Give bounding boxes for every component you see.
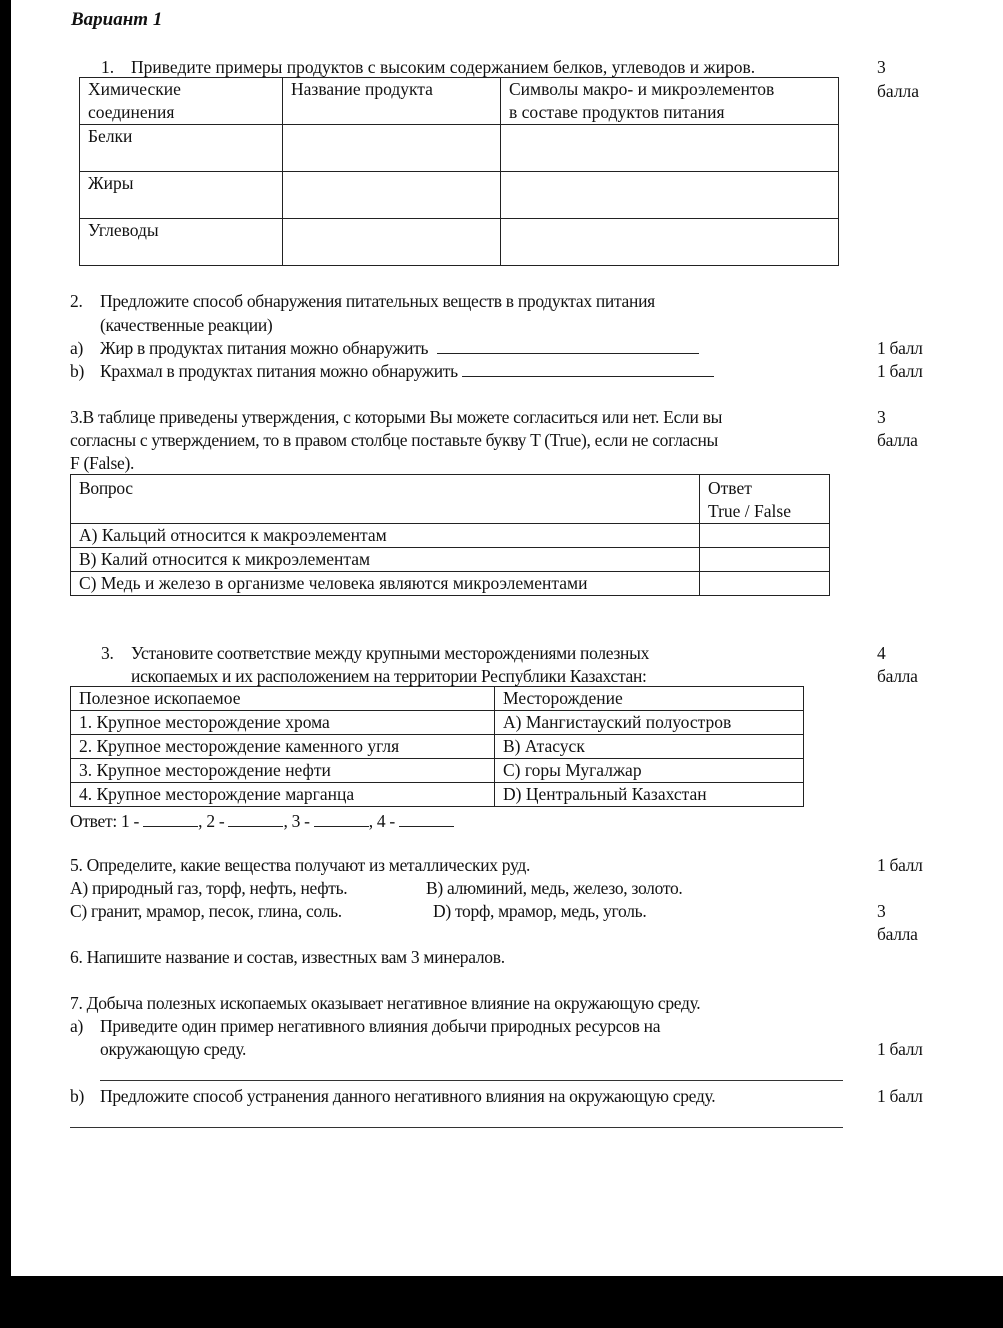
header-text: Символы макро- и микроэлементов (509, 79, 775, 99)
q3-points-num: 3 (877, 407, 886, 427)
q5-option-c[interactable]: C) гранит, мрамор, песок, глина, соль. (70, 901, 342, 921)
q1-number: 1. (101, 57, 115, 77)
header-question: Вопрос (71, 475, 700, 524)
q2a-answer-blank[interactable] (437, 338, 699, 354)
slot-label: 3 - (291, 811, 310, 831)
answer-input-cell[interactable] (700, 524, 830, 548)
mineral-cell: 4. Крупное месторождение марганца (71, 783, 495, 807)
q7b-points: 1 балл (877, 1086, 923, 1106)
slot-4-blank[interactable] (399, 811, 454, 827)
mineral-cell: 2. Крупное месторождение каменного угля (71, 735, 495, 759)
q2b-points: 1 балл (877, 361, 923, 381)
q1-points-word: балла (877, 81, 920, 101)
table-row (80, 219, 839, 266)
q3-true-false-table (70, 474, 830, 596)
header-text: соединения (88, 102, 175, 122)
q7a-marker: a) (70, 1016, 83, 1036)
q4-number: 3. (101, 643, 114, 663)
answer-label: Ответ: (70, 811, 117, 831)
q6-text: 6. Напишите название и состав, известных вам 3 минералов. (70, 947, 505, 967)
q2-text-line1: Предложите способ обнаружения питательных веществ в продуктах питания (100, 291, 655, 311)
q5-option-d[interactable]: D) торф, мрамор, медь, уголь. (433, 901, 647, 921)
elements-input-cell[interactable] (501, 125, 839, 172)
q3-text-line3: F (False). (70, 453, 135, 473)
q4-text-line2: ископаемых и их расположением на территории Республики Казахстан: (131, 666, 647, 686)
q7b-answer-line[interactable] (70, 1127, 843, 1128)
compound-cell: Углеводы (80, 219, 283, 266)
q6-points-word: балла (877, 924, 918, 944)
header-text: True / False (708, 501, 791, 521)
table-row (71, 548, 830, 572)
product-input-cell[interactable] (283, 125, 501, 172)
elements-input-cell[interactable] (501, 172, 839, 219)
table-header-row (80, 78, 839, 125)
q3-text-line2: согласны с утверждением, то в правом столбце поставьте букву T (True), если не согласны (70, 430, 719, 450)
slot-label: 2 - (206, 811, 225, 831)
q5-points: 1 балл (877, 855, 923, 875)
statement-cell: B) Калий относится к микроэлементам (71, 548, 700, 572)
compound-cell: Жиры (80, 172, 283, 219)
worksheet-page (11, 0, 1003, 1276)
elements-input-cell[interactable] (501, 219, 839, 266)
q1-nutrients-table (79, 77, 839, 266)
q4-points-num: 4 (877, 643, 886, 663)
q3-points-word: балла (877, 430, 918, 450)
q7a-points: 1 балл (877, 1039, 923, 1059)
header-mineral: Полезное ископаемое (71, 687, 495, 711)
q5-option-b[interactable]: B) алюминий, медь, железо, золото. (426, 878, 683, 898)
q2b-answer-blank[interactable] (462, 361, 714, 377)
header-text: Ответ (708, 478, 752, 498)
statement-cell: A) Кальций относится к макроэлементам (71, 524, 700, 548)
q2b-text: Крахмал в продуктах питания можно обнаружить (100, 361, 458, 381)
statement-cell: C) Медь и железо в организме человека являются микроэлементами (71, 572, 700, 596)
q1-points-num: 3 (877, 57, 886, 77)
deposit-cell: B) Атасуск (495, 735, 804, 759)
q5-text: 5. Определите, какие вещества получают из металлических руд. (70, 855, 531, 875)
q4-matching-table (70, 686, 804, 807)
q5-option-a[interactable]: A) природный газ, торф, нефть, нефть. (70, 878, 348, 898)
q2a-marker: a) (70, 338, 83, 358)
q2a-item (100, 337, 699, 360)
mineral-cell: 3. Крупное месторождение нефти (71, 759, 495, 783)
header-text: в составе продуктов питания (509, 102, 725, 122)
q2-text-line2: (качественные реакции) (100, 315, 273, 335)
q7a-text-line1: Приведите один пример негативного влияния добычи природных ресурсов на (100, 1016, 661, 1036)
header-deposit: Месторождение (495, 687, 804, 711)
q3-text-line1: 3.В таблице приведены утверждения, с которыми Вы можете согласиться или нет. Если вы (70, 407, 723, 427)
table-header-row (71, 475, 830, 524)
q2b-marker: b) (70, 361, 84, 381)
header-elements (501, 78, 839, 125)
q6-points-num: 3 (877, 901, 886, 921)
product-input-cell[interactable] (283, 172, 501, 219)
product-input-cell[interactable] (283, 219, 501, 266)
q7a-text-line2: окружающую среду. (100, 1039, 247, 1059)
deposit-cell: C) горы Мугалжар (495, 759, 804, 783)
deposit-cell: D) Центральный Казахстан (495, 783, 804, 807)
slot-3-blank[interactable] (314, 811, 369, 827)
table-row (71, 783, 804, 807)
q4-answer-line: Ответ: 1 - , 2 - , 3 - , 4 - (70, 810, 454, 833)
table-row (71, 524, 830, 548)
q7-text: 7. Добыча полезных ископаемых оказывает негативное влияние на окружающую среду. (70, 993, 701, 1013)
header-answer (700, 475, 830, 524)
q7b-marker: b) (70, 1086, 84, 1106)
compound-cell: Белки (80, 125, 283, 172)
answer-input-cell[interactable] (700, 572, 830, 596)
q1-text: Приведите примеры продуктов с высоким содержанием белков, углеводов и жиров. (131, 57, 756, 77)
slot-2-blank[interactable] (228, 811, 283, 827)
answer-input-cell[interactable] (700, 548, 830, 572)
table-row (71, 711, 804, 735)
q2-number: 2. (70, 291, 83, 311)
header-compounds (80, 78, 283, 125)
header-product-name (283, 78, 501, 125)
q7b-text: Предложите способ устранения данного негативного влияния на окружающую среду. (100, 1086, 716, 1106)
table-row (80, 125, 839, 172)
slot-label: 1 - (121, 811, 140, 831)
q7a-answer-line[interactable] (100, 1080, 843, 1081)
q4-points-word: балла (877, 666, 918, 686)
table-header-row (71, 687, 804, 711)
deposit-cell: A) Мангистауский полуостров (495, 711, 804, 735)
q4-text-line1: Установите соответствие между крупными месторождениями полезных (131, 643, 650, 663)
q2a-points: 1 балл (877, 338, 923, 358)
variant-title: Вариант 1 (71, 9, 163, 30)
mineral-cell: 1. Крупное месторождение хрома (71, 711, 495, 735)
table-row (71, 572, 830, 596)
header-text: Химические (88, 79, 181, 99)
table-row (71, 759, 804, 783)
slot-label: 4 - (376, 811, 395, 831)
header-text: Название продукта (291, 79, 433, 99)
table-row (80, 172, 839, 219)
slot-1-blank[interactable] (143, 811, 198, 827)
q2a-text: Жир в продуктах питания можно обнаружить (100, 338, 429, 358)
q2b-item (100, 360, 714, 383)
table-row (71, 735, 804, 759)
